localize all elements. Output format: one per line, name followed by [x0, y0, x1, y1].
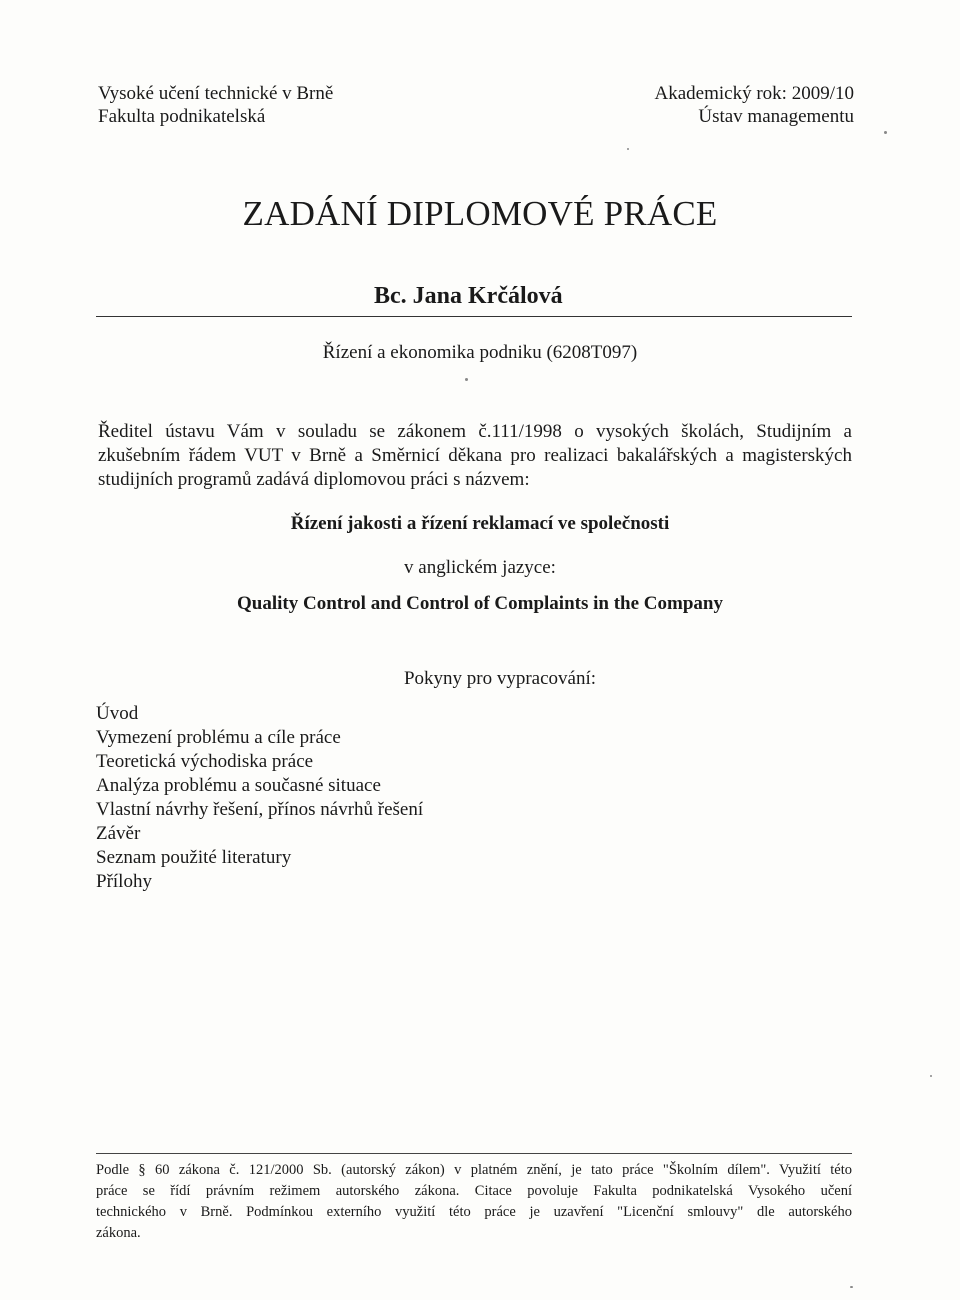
study-program: Řízení a ekonomika podniku (6208T097) — [322, 342, 638, 363]
footer-line: technického v Brně. Podmínkou externího využití této práce je uzavření "Licenční smlouvy" dle autorského — [96, 1204, 852, 1220]
footer-line: Podle § 60 zákona č. 121/2000 Sb. (autorský zákon) v platném znění, je tato práce "Školním dílem". Využití této — [96, 1162, 852, 1178]
scan-speck — [850, 1286, 853, 1288]
scan-speck — [884, 131, 887, 134]
academic-year: Akademický rok: 2009/10 — [654, 83, 854, 104]
contents-list — [96, 702, 423, 894]
assignment-intro — [98, 420, 852, 492]
instructions-heading: Pokyny pro vypracování: — [403, 668, 597, 689]
header-left — [98, 82, 333, 128]
scan-speck — [627, 148, 629, 150]
list-item: Úvod — [96, 703, 139, 724]
intro-line: zkušebním řádem VUT v Brně a Směrnicí děkana pro realizaci bakalářských a magisterských — [98, 445, 852, 466]
faculty-name: Fakulta podnikatelská — [98, 106, 266, 127]
footer-line: práce se řídí právním režimem autorského zákona. Citace povoluje Fakulta podnikatelská Vysokého učení — [96, 1183, 852, 1199]
thesis-title-czech: Řízení jakosti a řízení reklamací ve společnosti — [290, 513, 670, 534]
document-title: ZADÁNÍ DIPLOMOVÉ PRÁCE — [242, 194, 718, 233]
header-right — [655, 82, 854, 128]
institute-name: Ústav managementu — [698, 106, 854, 127]
author-line — [96, 283, 852, 317]
scan-speck — [465, 378, 468, 381]
list-item: Vymezení problému a cíle práce — [96, 727, 341, 748]
list-item: Vlastní návrhy řešení, přínos návrhů řešení — [96, 799, 424, 820]
intro-line: Ředitel ústavu Vám v souladu se zákonem č.111/1998 o vysokých školách, Studijním a — [98, 421, 852, 442]
list-item: Závěr — [96, 823, 141, 844]
list-item: Přílohy — [96, 871, 152, 892]
university-name: Vysoké učení technické v Brně — [98, 83, 334, 104]
footer-divider — [96, 1153, 852, 1154]
copyright-note — [96, 1160, 852, 1244]
thesis-title-english: Quality Control and Control of Complaints in the Company — [237, 593, 723, 614]
list-item: Teoretická východiska práce — [96, 751, 314, 772]
author-name: Bc. Jana Krčálová — [374, 283, 563, 309]
list-item: Analýza problému a současné situace — [96, 775, 381, 796]
footer-line: zákona. — [96, 1225, 141, 1241]
english-title-label: v anglickém jazyce: — [404, 557, 556, 578]
intro-line: studijních programů zadává diplomovou práci s názvem: — [98, 469, 530, 490]
list-item: Seznam použité literatury — [96, 847, 292, 868]
scan-speck — [930, 1075, 932, 1077]
